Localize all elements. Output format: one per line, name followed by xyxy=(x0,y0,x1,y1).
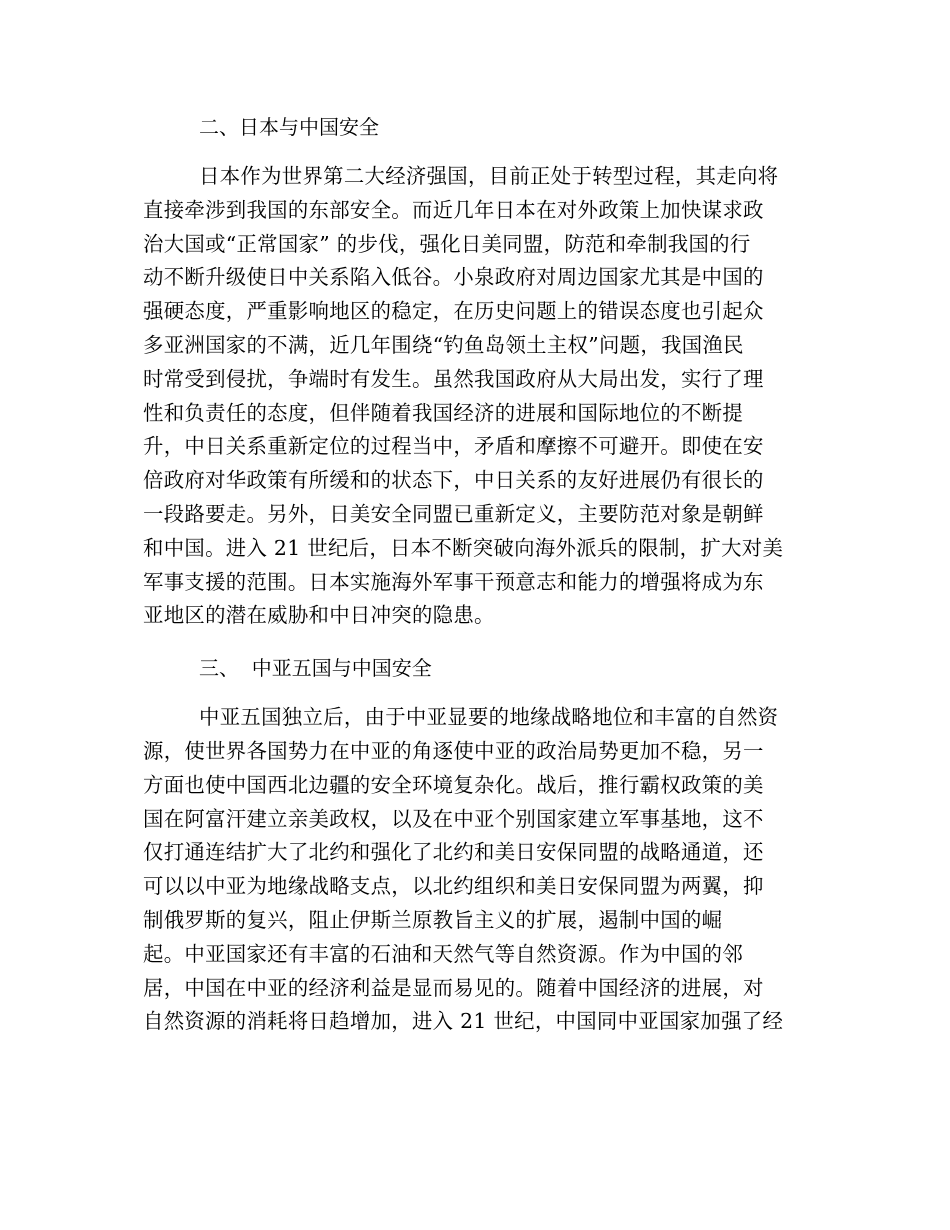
paragraph-central-asia xyxy=(143,701,803,1039)
text-line: 仅打通连结扩大了北约和强化了北约和美日安保同盟的战略通道，还 xyxy=(143,840,764,865)
text-line: 倍政府对华政策有所缓和的状态下，中日关系的友好进展仍有很长的 xyxy=(143,468,764,493)
section-heading-central-asia: 三、 中亚五国与中国安全 xyxy=(199,656,432,681)
text-line: 升，中日关系重新定位的过程当中，矛盾和摩擦不可避开。即使在安 xyxy=(143,434,764,459)
text-line: 起。中亚国家还有丰富的石油和天然气等自然资源。作为中国的邻 xyxy=(143,941,744,966)
text-line: 国在阿富汗建立亲美政权，以及在中亚个别国家建立军事基地，这不 xyxy=(143,806,764,831)
text-line: 亚地区的潜在威胁和中日冲突的隐患。 xyxy=(143,603,495,628)
text-line: 动不断升级使日中关系陷入低谷。小泉政府对周边国家尤其是中国的 xyxy=(143,265,764,290)
text-line: 和中国。进入 21 世纪后，日本不断突破向海外派兵的限制，扩大对美 xyxy=(143,535,784,560)
document-body xyxy=(143,108,803,1055)
section-heading-japan: 二、日本与中国安全 xyxy=(199,115,379,139)
text-line: 治大国或“正常国家” 的步伐，强化日美同盟，防范和牵制我国的行 xyxy=(143,231,751,256)
text-line: 制俄罗斯的复兴，阻止伊斯兰原教旨主义的扩展，遏制中国的崛 xyxy=(143,907,723,932)
text-line: 强硬态度，严重影响地区的稳定，在历史问题上的错误态度也引起众 xyxy=(143,299,764,324)
text-line: 日本作为世界第二大经济强国，目前正处于转型过程，其走向将 xyxy=(199,164,779,188)
text-line: 中亚五国独立后，由于中亚显要的地缘战略地位和丰富的自然资 xyxy=(199,705,779,730)
text-line: 直接牵涉到我国的东部安全。而近几年日本在对外政策上加快谋求政 xyxy=(143,197,764,222)
paragraph-japan xyxy=(143,160,803,633)
text-line: 一段路要走。另外，日美安全同盟已重新定义，主要防范对象是朝鲜 xyxy=(143,501,764,526)
text-line: 居，中国在中亚的经济利益是显而易见的。随着中国经济的进展，对 xyxy=(143,975,764,1000)
text-line: 军事支援的范围。日本实施海外军事干预意志和能力的增强将成为东 xyxy=(143,569,764,594)
text-line: 时常受到侵扰，争端时有发生。虽然我国政府从大局出发，实行了理 xyxy=(143,366,764,391)
text-line: 方面也使中国西北边疆的安全环境复杂化。战后，推行霸权政策的美 xyxy=(143,772,764,797)
text-line: 可以以中亚为地缘战略支点，以北约组织和美日安保同盟为两翼，抑 xyxy=(143,874,764,899)
text-line: 自然资源的消耗将日趋增加，进入 21 世纪，中国同中亚国家加强了经 xyxy=(143,1009,784,1034)
text-line: 源，使世界各国势力在中亚的角逐使中亚的政治局势更加不稳，另一 xyxy=(143,738,764,763)
text-line: 性和负责任的态度，但伴随着我国经济的进展和国际地位的不断提 xyxy=(143,400,744,425)
text-line: 多亚洲国家的不满，近几年围绕“钓鱼岛领土主权”问题，我国渔民 xyxy=(143,332,744,357)
